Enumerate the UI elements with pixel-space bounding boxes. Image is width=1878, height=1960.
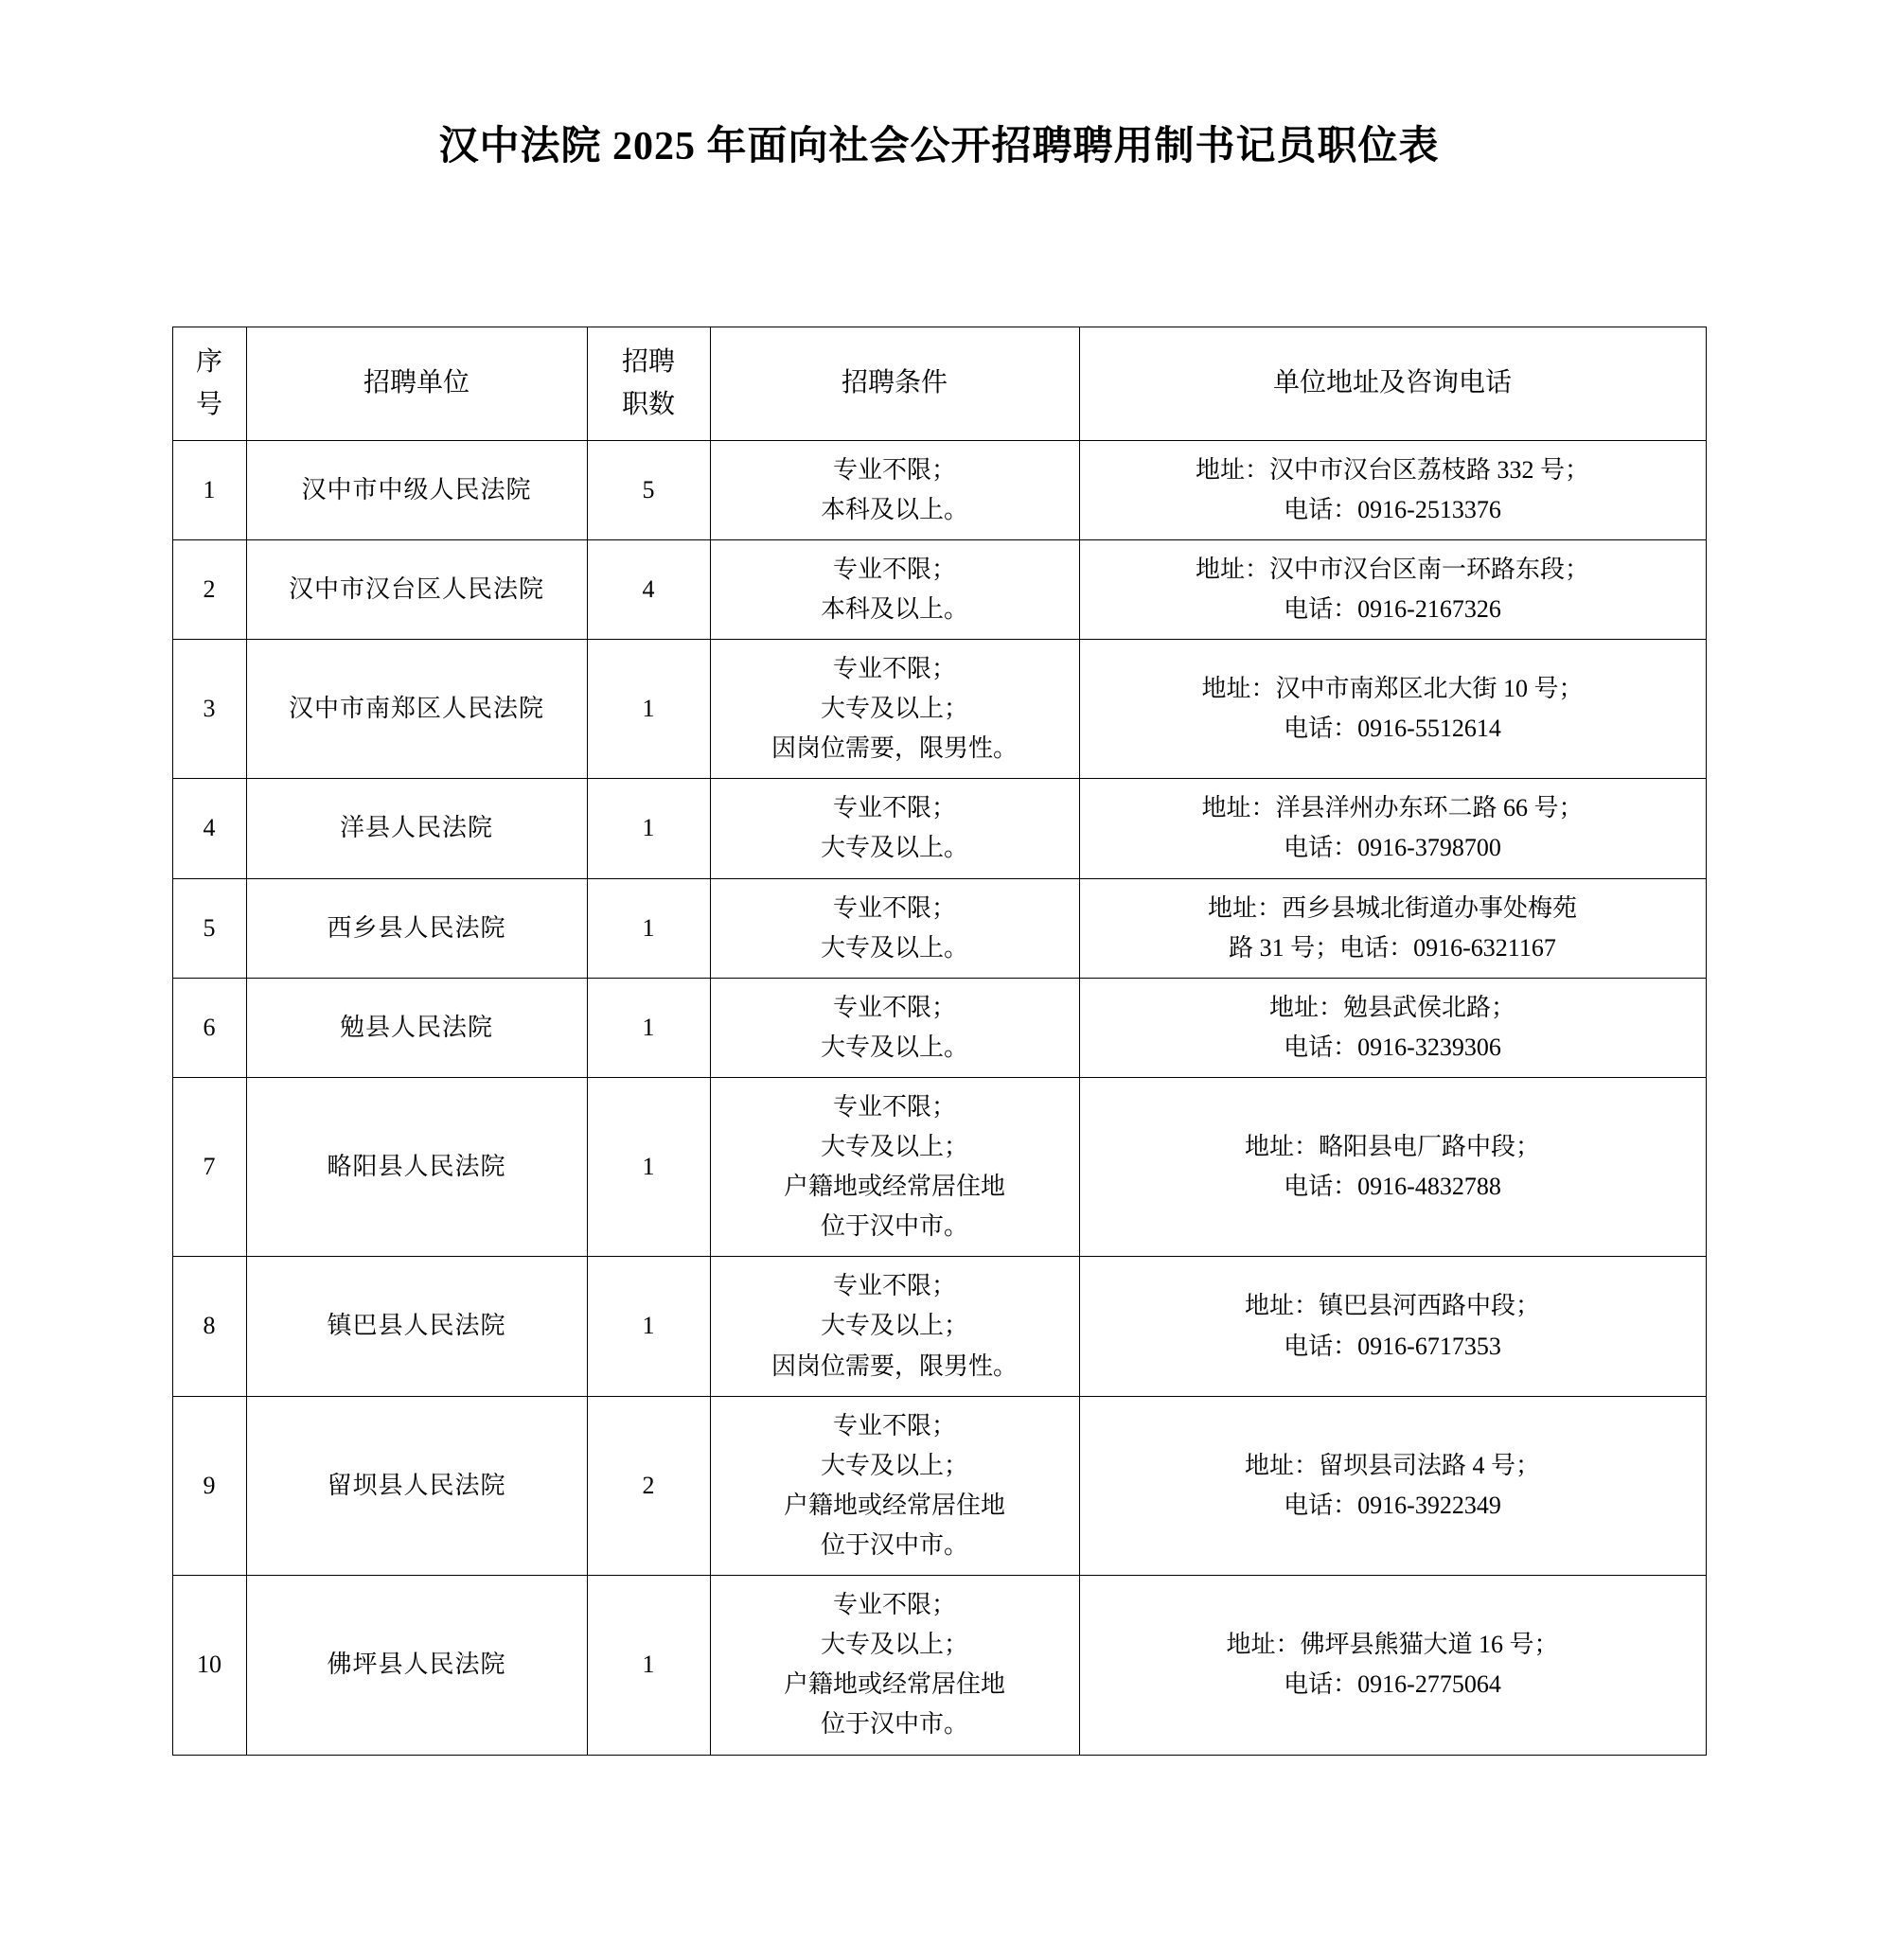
address-lines bbox=[1086, 1446, 1700, 1526]
address-line: 电话：0916-3798700 bbox=[1284, 834, 1501, 862]
table-row bbox=[172, 779, 1706, 878]
conditions-line: 位于汉中市。 bbox=[820, 1710, 968, 1739]
address-lines bbox=[1086, 450, 1700, 530]
cell-unit: 西乡县人民法院 bbox=[246, 878, 587, 978]
cell-count: 1 bbox=[587, 878, 710, 978]
table-row bbox=[172, 539, 1706, 639]
table-row bbox=[172, 878, 1706, 978]
conditions-line: 大专及以上。 bbox=[820, 1033, 968, 1061]
page-title: 汉中法院 2025 年面向社会公开招聘聘用制书记员职位表 bbox=[438, 125, 1440, 168]
conditions-lines bbox=[717, 988, 1073, 1068]
cell-address bbox=[1079, 440, 1706, 539]
cell-unit: 佛坪县人民法院 bbox=[246, 1576, 587, 1755]
cell-unit: 洋县人民法院 bbox=[246, 779, 587, 878]
cell-conditions bbox=[710, 1396, 1079, 1575]
cell-unit: 略阳县人民法院 bbox=[246, 1077, 587, 1256]
cell-index: 1 bbox=[172, 440, 246, 539]
conditions-line: 专业不限； bbox=[832, 555, 956, 583]
cell-address bbox=[1079, 1396, 1706, 1575]
table-row bbox=[172, 1077, 1706, 1256]
cell-index: 5 bbox=[172, 878, 246, 978]
column-header-count-line2: 职数 bbox=[621, 390, 675, 420]
column-header-conditions: 招聘条件 bbox=[710, 327, 1079, 440]
address-lines bbox=[1086, 550, 1700, 629]
conditions-lines bbox=[717, 889, 1073, 968]
column-header-unit: 招聘单位 bbox=[246, 327, 587, 440]
address-line: 地址：汉中市南郑区北大街 10 号； bbox=[1201, 675, 1584, 702]
cell-address bbox=[1079, 639, 1706, 778]
cell-count: 1 bbox=[587, 1077, 710, 1256]
conditions-lines bbox=[717, 1266, 1073, 1386]
conditions-line: 位于汉中市。 bbox=[820, 1212, 968, 1241]
conditions-lines bbox=[717, 788, 1073, 868]
cell-unit: 汉中市中级人民法院 bbox=[246, 440, 587, 539]
cell-count: 1 bbox=[587, 978, 710, 1077]
cell-index: 2 bbox=[172, 539, 246, 639]
column-header-count bbox=[587, 327, 710, 440]
cell-address bbox=[1079, 779, 1706, 878]
cell-index: 4 bbox=[172, 779, 246, 878]
conditions-line: 专业不限； bbox=[832, 654, 956, 682]
address-line: 地址：汉中市汉台区南一环路东段； bbox=[1195, 555, 1589, 583]
conditions-line: 大专及以上； bbox=[820, 695, 968, 723]
address-line: 地址：汉中市汉台区荔枝路 332 号； bbox=[1195, 455, 1589, 484]
conditions-line: 位于汉中市。 bbox=[820, 1531, 968, 1560]
address-line: 地址：佛坪县熊猫大道 16 号； bbox=[1226, 1631, 1559, 1659]
conditions-line: 大专及以上。 bbox=[820, 933, 968, 962]
cell-unit: 汉中市南郑区人民法院 bbox=[246, 639, 587, 778]
cell-count: 4 bbox=[587, 539, 710, 639]
cell-index: 3 bbox=[172, 639, 246, 778]
address-line: 电话：0916-6717353 bbox=[1284, 1332, 1501, 1360]
cell-conditions bbox=[710, 978, 1079, 1077]
table-row bbox=[172, 1576, 1706, 1755]
address-line: 电话：0916-4832788 bbox=[1284, 1173, 1501, 1201]
table-row bbox=[172, 1257, 1706, 1396]
conditions-line: 专业不限； bbox=[832, 1092, 956, 1121]
cell-count: 1 bbox=[587, 639, 710, 778]
address-line: 地址：西乡县城北街道办事处梅苑 bbox=[1207, 893, 1577, 922]
table-row bbox=[172, 978, 1706, 1077]
column-header-index-line1: 序 bbox=[195, 346, 222, 377]
address-line: 地址：镇巴县河西路中段； bbox=[1244, 1292, 1540, 1320]
column-header-address: 单位地址及咨询电话 bbox=[1079, 327, 1706, 440]
address-lines bbox=[1086, 1286, 1700, 1366]
conditions-line: 大专及以上。 bbox=[820, 834, 968, 862]
address-lines bbox=[1086, 1127, 1700, 1207]
cell-conditions bbox=[710, 1257, 1079, 1396]
cell-conditions bbox=[710, 878, 1079, 978]
conditions-line: 本科及以上。 bbox=[820, 594, 968, 623]
address-lines bbox=[1086, 889, 1700, 968]
conditions-line: 专业不限； bbox=[832, 1411, 956, 1439]
conditions-line: 本科及以上。 bbox=[820, 495, 968, 523]
conditions-line: 大专及以上； bbox=[820, 1451, 968, 1479]
table-row bbox=[172, 639, 1706, 778]
address-line: 电话：0916-2167326 bbox=[1284, 594, 1501, 623]
conditions-line: 大专及以上； bbox=[820, 1631, 968, 1659]
cell-address bbox=[1079, 1257, 1706, 1396]
conditions-line: 因岗位需要，限男性。 bbox=[771, 1351, 1018, 1380]
conditions-line: 专业不限； bbox=[832, 794, 956, 822]
cell-conditions bbox=[710, 440, 1079, 539]
conditions-line: 专业不限； bbox=[832, 455, 956, 484]
cell-conditions bbox=[710, 1576, 1079, 1755]
cell-count: 1 bbox=[587, 1576, 710, 1755]
address-lines bbox=[1086, 788, 1700, 868]
cell-count: 5 bbox=[587, 440, 710, 539]
conditions-lines bbox=[717, 1406, 1073, 1565]
cell-conditions bbox=[710, 539, 1079, 639]
conditions-lines bbox=[717, 1585, 1073, 1744]
address-line: 地址：勉县武侯北路； bbox=[1268, 993, 1515, 1021]
cell-index: 6 bbox=[172, 978, 246, 1077]
address-lines bbox=[1086, 669, 1700, 749]
table-header bbox=[172, 327, 1706, 440]
conditions-lines bbox=[717, 450, 1073, 530]
cell-address bbox=[1079, 539, 1706, 639]
cell-address bbox=[1079, 1576, 1706, 1755]
conditions-line: 大专及以上； bbox=[820, 1133, 968, 1161]
address-line: 电话：0916-5512614 bbox=[1284, 715, 1501, 743]
cell-unit: 镇巴县人民法院 bbox=[246, 1257, 587, 1396]
jobs-table bbox=[172, 327, 1707, 1756]
column-header-count-line1: 招聘 bbox=[621, 346, 675, 377]
conditions-line: 专业不限； bbox=[832, 893, 956, 922]
jobs-table-container bbox=[170, 327, 1708, 1756]
cell-address bbox=[1079, 978, 1706, 1077]
cell-index: 7 bbox=[172, 1077, 246, 1256]
address-line: 地址：略阳县电厂路中段； bbox=[1244, 1133, 1540, 1161]
cell-conditions bbox=[710, 639, 1079, 778]
address-lines bbox=[1086, 1625, 1700, 1704]
table-body bbox=[172, 440, 1706, 1755]
address-line: 电话：0916-3239306 bbox=[1284, 1033, 1501, 1061]
cell-conditions bbox=[710, 1077, 1079, 1256]
address-line: 电话：0916-2775064 bbox=[1284, 1670, 1501, 1699]
conditions-lines bbox=[717, 1087, 1073, 1246]
table-row bbox=[172, 440, 1706, 539]
address-line: 电话：0916-3922349 bbox=[1284, 1491, 1501, 1519]
cell-index: 10 bbox=[172, 1576, 246, 1755]
cell-conditions bbox=[710, 779, 1079, 878]
conditions-line: 因岗位需要，限男性。 bbox=[771, 734, 1018, 763]
address-line: 路 31 号；电话：0916-6321167 bbox=[1229, 933, 1556, 962]
address-lines bbox=[1086, 988, 1700, 1068]
cell-unit: 留坝县人民法院 bbox=[246, 1396, 587, 1575]
address-line: 地址：留坝县司法路 4 号； bbox=[1244, 1451, 1540, 1479]
table-header-row bbox=[172, 327, 1706, 440]
conditions-line: 大专及以上； bbox=[820, 1312, 968, 1340]
conditions-line: 户籍地或经常居住地 bbox=[783, 1491, 1005, 1519]
cell-address bbox=[1079, 878, 1706, 978]
cell-unit: 勉县人民法院 bbox=[246, 978, 587, 1077]
cell-index: 8 bbox=[172, 1257, 246, 1396]
conditions-line: 专业不限； bbox=[832, 993, 956, 1021]
cell-unit: 汉中市汉台区人民法院 bbox=[246, 539, 587, 639]
address-line: 地址：洋县洋州办东环二路 66 号； bbox=[1201, 794, 1584, 822]
cell-count: 2 bbox=[587, 1396, 710, 1575]
conditions-line: 专业不限； bbox=[832, 1272, 956, 1300]
address-line: 电话：0916-2513376 bbox=[1284, 495, 1501, 523]
column-header-index bbox=[172, 327, 246, 440]
column-header-index-line2: 号 bbox=[195, 390, 222, 420]
conditions-line: 专业不限； bbox=[832, 1591, 956, 1619]
cell-count: 1 bbox=[587, 1257, 710, 1396]
table-row bbox=[172, 1396, 1706, 1575]
cell-index: 9 bbox=[172, 1396, 246, 1575]
conditions-line: 户籍地或经常居住地 bbox=[783, 1670, 1005, 1699]
conditions-line: 户籍地或经常居住地 bbox=[783, 1173, 1005, 1201]
conditions-lines bbox=[717, 550, 1073, 629]
cell-address bbox=[1079, 1077, 1706, 1256]
conditions-lines bbox=[717, 649, 1073, 768]
cell-count: 1 bbox=[587, 779, 710, 878]
